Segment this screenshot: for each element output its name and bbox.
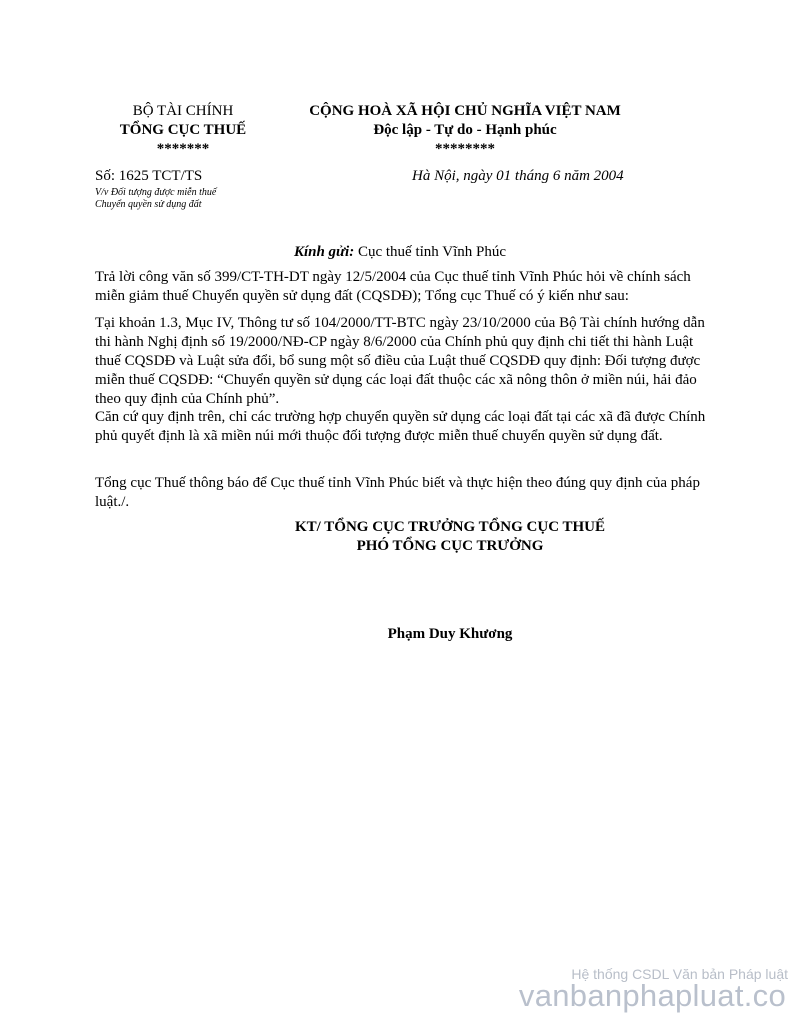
body-paragraph: Tổng cục Thuế thông báo để Cục thuế tỉnh Vĩnh Phúc biết và thực hiện theo đúng quy định của pháp luật./.: [95, 475, 700, 510]
signer-name: Phạm Duy Khương: [387, 626, 513, 642]
body-paragraph: Căn cứ quy định trên, chỉ các trường hợp chuyển quyền sử dụng các loại đất tại các xã đã được Chính phủ quyết định là xã miền núi mới thuộc đối tượng được miễn thuế chuyển quyền sử dụng đất.: [95, 409, 706, 444]
national-motto: Độc lập - Tự do - Hạnh phúc: [373, 122, 557, 138]
recipient-name: Cục thuế tỉnh Vĩnh Phúc: [357, 244, 507, 260]
nation-name: CỘNG HOÀ XÃ HỘI CHỦ NGHĨA VIỆT NAM: [309, 103, 621, 119]
issuing-agency-block: [88, 102, 278, 159]
signature-title-line-2: PHÓ TỔNG CỤC TRƯỞNG: [356, 538, 544, 554]
watermark-site: vanbanphapluat.co: [518, 978, 786, 1013]
signature-title-line-1: KT/ TỔNG CỤC TRƯỞNG TỔNG CỤC THUẾ: [294, 519, 606, 535]
signature-title-block: [250, 518, 650, 556]
subject-line-1: V/v Đối tượng được miễn thuế: [95, 187, 217, 198]
department-name: TỔNG CỤC THUẾ: [119, 122, 247, 138]
watermark-caption: Hệ thống CSDL Văn bản Pháp luật: [571, 966, 788, 982]
subject-line-2: Chuyển quyền sử dụng đất: [95, 199, 202, 210]
place-and-date: Hà Nội, ngày 01 tháng 6 năm 2004: [412, 168, 624, 184]
body-paragraph: Trả lời công văn số 399/CT-TH-DT ngày 12/5/2004 của Cục thuế tỉnh Vĩnh Phúc hỏi về chính sách miễn giảm thuế Chuyển quyền sử dụng đất (CQSDĐ); Tổng cục Thuế có ý kiến như sau:: [95, 269, 691, 304]
national-title-block: [265, 102, 665, 159]
document-number: Số: 1625 TCT/TS: [95, 168, 203, 184]
motto-separator: ********: [435, 141, 495, 157]
document-subject: [95, 187, 216, 211]
ministry-name: BỘ TÀI CHÍNH: [132, 103, 234, 119]
body-paragraph: Tại khoản 1.3, Mục IV, Thông tư số 104/2000/TT-BTC ngày 23/10/2000 của Bộ Tài chính hướng dẫn thi hành Nghị định số 19/2000/NĐ-CP ngày 8/6/2000 của Chính phủ quy định chi tiết thi hành Luật thuế CQSDĐ và Luật sửa đổi, bổ sung một số điều của Luật thuế CQSDĐ quy định: Đối tượng được miễn thuế CQSDĐ: “Chuyển quyền sử dụng các loại đất thuộc các xã nông thôn ở miền núi, hải đảo theo quy định của Chính phủ”.: [95, 315, 705, 407]
recipient-label: Kính gửi:: [293, 244, 355, 260]
agency-separator: *******: [156, 141, 210, 157]
recipient-line: [0, 244, 800, 261]
